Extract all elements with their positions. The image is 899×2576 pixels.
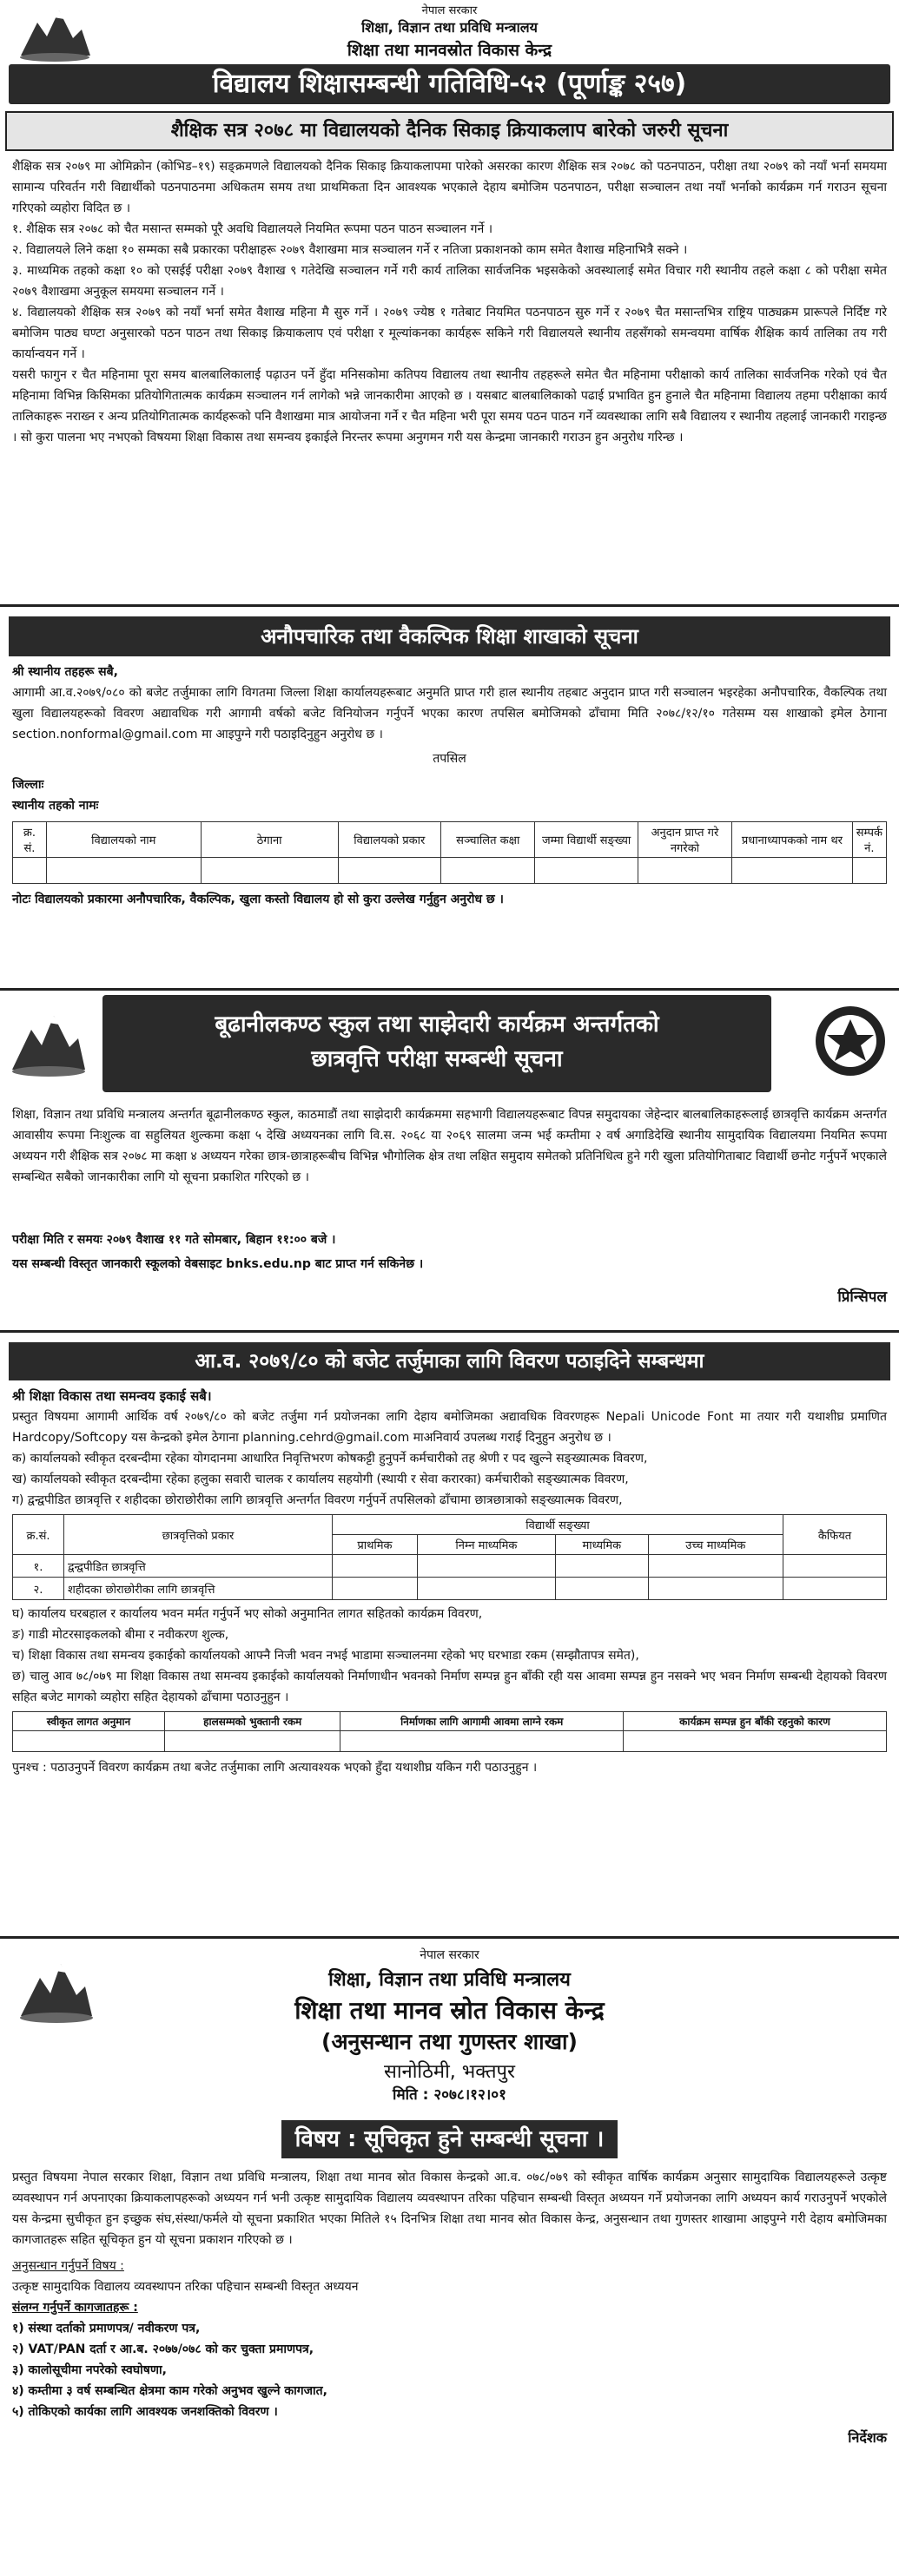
table-row bbox=[13, 858, 887, 884]
location: सानोठिमी, भक्तपुर bbox=[383, 2061, 516, 2083]
notice-1 bbox=[0, 111, 899, 594]
notice-5 bbox=[0, 2120, 899, 2576]
list-item: क) कार्यालयको स्वीकृत दरबन्दीमा रहेका योगदानमा आधारित निवृत्तिभरण कोषकट्टी हुनुपर्ने कर्मचारीको तह श्रेणी र पद खुल्ने सङ्ख्यात्मक विवरण, bbox=[12, 1452, 648, 1466]
table-header: विद्यालयको नाम bbox=[46, 822, 201, 858]
table-header-row bbox=[13, 1712, 887, 1731]
list-item: छ) चालु आव ७८/०७९ मा शिक्षा विकास तथा समन्वय इकाईको कार्यालयको निर्माणाधीन भवनको निर्माण सम्पन्न हुन बाँकी रही यस आवमा सम्पन्न हुन नसक्ने भए भवन निर्माण सम्बन्धी देहायको विवरण सहित बजेट मागको व्यहोरा सहित देहायको ढाँचामा पठाउनुहुन । bbox=[12, 1670, 887, 1704]
notice-4-list-a bbox=[0, 1448, 899, 1511]
center-name: शिक्षा तथा मानवस्रोत विकास केन्द्र bbox=[347, 41, 552, 60]
notice-3 bbox=[0, 995, 899, 1342]
table-header: जम्मा विद्यार्थी सङ्ख्या bbox=[535, 822, 638, 858]
local-body-label: स्थानीय तहको नामः bbox=[12, 799, 99, 813]
list-item: च) शिक्षा विकास तथा समन्वय इकाईको कार्यालयको आफ्नै निजी भवन नभई भाडामा सञ्चालनमा रहेको भए घरभाडा रकम (सम्झौतापत्र समेत), bbox=[12, 1649, 639, 1663]
divider bbox=[0, 604, 899, 607]
table-header: विद्यार्थी सङ्ख्या bbox=[333, 1515, 783, 1535]
research-label: अनुसन्धान गर्नुपर्ने विषय : bbox=[12, 2259, 124, 2273]
list-item: ४) कम्तीमा ३ वर्ष सम्बन्धित क्षेत्रमा काम गरेको अनुभव खुल्ने कागजात, bbox=[12, 2384, 327, 2398]
table-header: सञ्चालित कक्षा bbox=[441, 822, 535, 858]
list-item: ३. माध्यमिक तहको कक्षा १० को एसईई परीक्षा २०७९ वैशाख ९ गतेदेखि सञ्चालन गर्ने गरी कार्य तालिका सार्वजनिक भइसकेको अवस्थालाई समेत विचार गरी स्थानीय तहले कक्षा ८ को परीक्षा समेत २०७९ वैशाखमा अनुकूल समयमा सञ्चालन गर्ने । bbox=[12, 264, 887, 299]
table-header: स्वीकृत लागत अनुमान bbox=[13, 1712, 165, 1731]
notice-4-footnote: पुनश्च : पठाउनुपर्ने विवरण कार्यक्रम तथा बजेट तर्जुमाका लागि अत्यावश्यक भएको हुँदा यथाशीघ्र यकिन गरी पठाउनुहुन । bbox=[12, 1761, 538, 1775]
notice-1-intro: शैक्षिक सत्र २०७९ मा ओमिक्रोन (कोभिड–१९) सङ्क्रमणले विद्यालयको दैनिक सिकाइ क्रियाकलापमा पारेको असरका कारण शैक्षिक सत्र २०७८ को पठनपाठन, परीक्षा तथा २०७९ को नयाँ भर्ना समयमा सामान्य परिवर्तन गरी विद्यार्थीको पठनपाठनमा अधिकतम समय तथा प्राथमिकता दिन आवश्यक भएकाले देहाय बमोजिम पठनपाठन, परीक्षा सञ्चालन तथा नयाँ भर्नाको कार्यक्रम गर्न गराउन सूचना गरिएको व्यहोरा विदित छ । bbox=[12, 160, 887, 215]
district-label: जिल्लाः bbox=[12, 778, 44, 792]
table-subheader: माध्यमिक bbox=[555, 1535, 648, 1555]
table-cell: १. bbox=[13, 1555, 64, 1578]
list-item: ४. विद्यालयको शैक्षिक सत्र २०७९ को नयाँ भर्ना समेत वैशाख महिना मै सुरु गर्ने । २०७९ ज्येष्ठ १ गतेबाट नियमित पठनपाठन सुरु गर्ने र २०७९ चैत मसान्तभित्र राष्ट्रिय पाठ्यक्रम प्रारूपले निर्दिष्ट गरे बमोजिम पाठ्य घण्टा अनुसारको पठन पाठन तथा सिकाइ क्रियाकलाप एवं परीक्षा र मूल्यांकनका कार्यहरू सकिने गरी विद्यालयले स्थानीय तहसँगको समन्वयमा वार्षिक शैक्षिक कार्य तालिका तय गरी कार्यान्वयन गर्ने । bbox=[12, 306, 887, 361]
table-header: हालसम्मको भुक्तानी रकम bbox=[164, 1712, 340, 1731]
notice-1-title: शैक्षिक सत्र २०७८ मा विद्यालयको दैनिक सिकाइ क्रियाकलाप बारेको जरुरी सूचना bbox=[5, 111, 894, 151]
notice-4-addressee: श्री शिक्षा विकास तथा समन्वय इकाई सबै। bbox=[12, 1388, 212, 1404]
docs-label: संलग्न गर्नुपर्ने कागजातहरू : bbox=[12, 2301, 138, 2315]
list-item: २) VAT/PAN दर्ता र आ.ब. २०७७/०७८ को कर चुक्ता प्रमाणपत्र, bbox=[12, 2342, 314, 2356]
notice-1-list bbox=[0, 219, 899, 365]
list-item: १. शैक्षिक सत्र २०७८ को चैत मसान्त सम्मको पूरै अवधि विद्यालयले नियमित रूपमा पठन पाठन सञ्चालन गर्ने । bbox=[12, 222, 493, 236]
list-item: ग) द्वन्द्वपीडित छात्रवृत्ति र शहीदका छोराछोरीका लागि छात्रवृत्ति अन्तर्गत विवरण गर्नुपर्ने तपसिलको ढाँचामा छात्रछात्राको सङ्ख्यात्मक विवरण, bbox=[12, 1493, 623, 1507]
table-cell: द्वन्द्वपीडित छात्रवृत्ति bbox=[64, 1555, 333, 1578]
website-info: यस सम्बन्धी विस्तृत जानकारी स्कूलको वेबसाइट bnks.edu.np बाट प्राप्त गर्न सकिनेछ । bbox=[12, 1257, 424, 1271]
school-table bbox=[12, 821, 887, 884]
docs-list bbox=[0, 2318, 899, 2422]
list-item: १) संस्था दर्ताको प्रमाणपत्र/ नवीकरण पत्र, bbox=[12, 2322, 201, 2336]
gov-name: नेपाल सरकार bbox=[421, 4, 478, 17]
notice-date: मिति : २०७८।१२।०१ bbox=[393, 2086, 506, 2104]
construction-table bbox=[12, 1711, 887, 1752]
gov-name: नेपाल सरकार bbox=[420, 1948, 479, 1962]
notice-4-list-b bbox=[0, 1604, 899, 1708]
table-subheader: प्राथमिक bbox=[333, 1535, 418, 1555]
list-item: ५) तोकिएको कार्यका लागि आवश्यक जनशक्तिको विवरण । bbox=[12, 2405, 278, 2419]
notice-3-body: शिक्षा, विज्ञान तथा प्रविधि मन्त्रालय अन्तर्गत बूढानीलकण्ठ स्कुल, काठमाडौं तथा साझेदारी कार्यक्रममा सहभागी विद्यालयहरूबाट विपन्न समुदायका जेहेन्दार बालबालिकाहरूलाई छात्रवृत्ति कार्यक्रम अन्तर्गत आवासीय रूपमा निःशुल्क वा सहुलियत शुल्कमा कक्षा ५ देखि अध्ययनका लागि वि.स. २०६८ या २०६९ सालमा जन्म भई कम्तीमा २ वर्ष अगाडिदेखि स्थानीय सामुदायिक विद्यालयमा नियमित रूपमा अध्ययन गरी शैक्षिक सत्र २०७८ मा कक्षा ४ अध्ययन गरेका छात्र-छात्राहरूबीच विभिन्न भौगोलिक क्षेत्र तथा लक्षित समुदाय समेतको प्रतिनिधित्व हुने गरी खुला प्रतियोगिताबाट विद्यार्थी छनोट गर्नुपर्ने भएकाले सम्बन्धित सबैको जानकारीका लागि यो सूचना प्रकाशित गरिएको छ । bbox=[12, 1108, 887, 1184]
table-header: कार्यक्रम सम्पन्न हुन बाँकी रहनुको कारण bbox=[623, 1712, 886, 1731]
director-signature: निर्देशक bbox=[848, 2429, 887, 2446]
table-header: अनुदान प्राप्त गरे नगरेको bbox=[638, 822, 731, 858]
center-name: शिक्षा तथा मानव स्रोत विकास केन्द्र bbox=[294, 1996, 605, 2025]
header-top bbox=[0, 0, 899, 104]
exam-date: परीक्षा मिति र समयः २०७९ वैशाख ११ गते सोमबार, बिहान ११:०० बजे । bbox=[12, 1233, 336, 1247]
table-header: विद्यालयको प्रकार bbox=[338, 822, 440, 858]
branch-name: (अनुसन्धान तथा गुणस्तर शाखा) bbox=[321, 2029, 578, 2054]
table-header: क्र.सं. bbox=[13, 1515, 64, 1555]
ministry-name: शिक्षा, विज्ञान तथा प्रविधि मन्त्रालय bbox=[328, 1969, 571, 1991]
table-header: कैफियत bbox=[783, 1515, 887, 1555]
school-seal-icon bbox=[813, 1004, 888, 1078]
list-item: ३) कालोसूचीमा नपरेको स्वघोषणा, bbox=[12, 2363, 167, 2377]
divider bbox=[0, 1936, 899, 1939]
table-header: प्रधानाध्यापकको नाम थर bbox=[732, 822, 853, 858]
list-item: २. विद्यालयले लिने कक्षा १० सम्मका सबै प्रकारका परीक्षाहरू २०७९ वैशाखमा मात्र सञ्चालन गर्ने र नतिजा प्रकाशनको काम समेत वैशाख महिनाभित्रै सक्ने । bbox=[12, 243, 688, 257]
notice-2-note: नोटः विद्यालयको प्रकारमा अनौपचारिक, वैकल्पिक, खुला कस्तो विद्यालय हो सो कुरा उल्लेख गर्नुहुन अनुरोध छ । bbox=[12, 893, 504, 906]
scholarship-table bbox=[12, 1514, 887, 1600]
tapsil-label: तपसिल bbox=[433, 752, 466, 766]
table-header: सम्पर्क नं. bbox=[852, 822, 886, 858]
table-header: क्र. सं. bbox=[13, 822, 47, 858]
subject-wrap bbox=[0, 2120, 899, 2158]
table-row bbox=[13, 1578, 887, 1600]
table-subheader: निम्न माध्यमिक bbox=[417, 1535, 555, 1555]
table-row bbox=[13, 1555, 887, 1578]
research-topic: उत्कृष्ट सामुदायिक विद्यालय व्यवस्थापन तरिका पहिचान सम्बन्धी विस्तृत अध्ययन bbox=[12, 2280, 359, 2294]
notice-3-title-line-2: छात्रवृत्ति परीक्षा सम्बन्धी सूचना bbox=[311, 1046, 563, 1072]
notice-4-title: आ.व. २०७९/८० को बजेट तर्जुमाका लागि विवरण पठाइदिने सम्बन्धमा bbox=[9, 1342, 890, 1380]
notice-2-addressee: श्री स्थानीय तहहरू सबै, bbox=[12, 665, 118, 679]
divider bbox=[0, 988, 899, 991]
list-item: घ) कार्यालय घरबहाल र कार्यालय भवन मर्मत गर्नुपर्ने भए सोको अनुमानित लागत सहितको कार्यक्रम विवरण, bbox=[12, 1607, 483, 1621]
list-item: ङ) गाडी मोटरसाइकलको बीमा र नवीकरण शुल्क, bbox=[12, 1628, 229, 1642]
notice-3-title-box bbox=[102, 995, 771, 1092]
divider bbox=[0, 1330, 899, 1333]
notice-5-subject: विषय : सूचिकृत हुने सम्बन्धी सूचना । bbox=[281, 2120, 618, 2158]
table-header-row bbox=[13, 822, 887, 858]
notice-4-body: प्रस्तुत विषयमा आगामी आर्थिक वर्ष २०७९/८० को बजेट तर्जुमा गर्न प्रयोजनका लागि देहाय बमोजिमका अद्यावधिक विवरणहरू Nepali Unicode Font मा तयार गरी यथाशीघ्र प्रमाणित Hardcopy/Softcopy यस केन्द्रको इमेल ठेगाना planning.cehrd@gmail.com माअनिवार्य उपलब्ध गराई दिनुहुन अनुरोध छ । bbox=[12, 1410, 887, 1445]
notice-2-title: अनौपचारिक तथा वैकल्पिक शिक्षा शाखाको सूचना bbox=[9, 616, 890, 656]
table-cell: शहीदका छोराछोरीका लागि छात्रवृत्ति bbox=[64, 1578, 333, 1600]
nepal-emblem-icon bbox=[5, 1000, 89, 1084]
principal-signature: प्रिन्सिपल bbox=[837, 1288, 887, 1306]
ministry-name: शिक्षा, विज्ञान तथा प्रविधि मन्त्रालय bbox=[361, 19, 538, 36]
header-bottom bbox=[0, 1945, 899, 2110]
list-item: ख) कार्यालयको स्वीकृत दरबन्दीमा रहेका हलुका सवारी चालक र कार्यालय सहयोगी (स्थायी र सेवा करारका) कर्मचारीको सङ्ख्यात्मक विवरण, bbox=[12, 1472, 629, 1486]
table-header-row bbox=[13, 1515, 887, 1535]
table-cell: २. bbox=[13, 1578, 64, 1600]
notice-5-body: प्रस्तुत विषयमा नेपाल सरकार शिक्षा, विज्ञान तथा प्रविधि मन्त्रालय, शिक्षा तथा मानव स्रोत विकास केन्द्रको आ.व. ०७८/०७९ को स्वीकृत वार्षिक कार्यक्रम अनुसार सामुदायिक विद्यालयहरूले उत्कृष्ट व्यवस्थापन गर्न अपनाएका क्रियाकलापहरूको अध्ययन गर्न भनी उत्कृष्ट सामुदायिक विद्यालय व्यवस्थापन तरिका पहिचान सम्बन्धी विस्तृत अध्ययन गर्ने प्रयोजनका लागि अध्ययन कार्य गराउनुपर्ने भएकोले यस केन्द्रमा सुचीकृत हुन इच्छुक संघ,संस्था/फर्मले यो सूचना प्रकाशित भएका मितिले १५ दिनभित्र शिक्षा तथा मानव स्रोत विकास केन्द्र, अनुसन्धान तथा गुणस्तर शाखामा आइपुग्ने गरी देहाय बमोजिमका कागजातहरू सहित सूचिकृत हुन यो सूचना प्रकाशन गरिएको छ । bbox=[12, 2171, 887, 2247]
notice-1-closing: यसरी फागुन र चैत महिनामा पूरा समय बालबालिकालाई पढ़ाउन पर्ने हुँदा मनिसकोमा कतिपय विद्यालय तथा स्थानीय तहहरूले समेत चैत महिनामा परीक्षाको कार्य तालिका सार्वजनिक गरेको एवं चैत महिनामा विभिन्न किसिमका प्रतियोगितात्मक कार्यक्रम सञ्चालन गर्न लागेको भन्ने जानकारीमा आएको छ । यसबाट बालबालिकाको पढाई प्रभावित हुन हुनाले चैत महिनामा विद्यालय तहमा परीक्षाका कार्य तालिकाहरू नराख्न र अन्य प्रतियोगितात्मक कार्यहरूको पनि वैशाखमा मात्र आयोजना गर्ने र चैत महिना भरी पूरा समय पठन पाठन गर्ने व्यवस्थाका लागि सबै विद्यालय र स्थानीय तहलाई जानकारी गराइन्छ । सो कुरा पालना भए नभएको विषयमा शिक्षा विकास तथा समन्वय इकाईले निरन्तर रूपमा अनुगमन गरी यस केन्द्रमा जानकारी गराउन हुन अनुरोध गरिन्छ । bbox=[12, 368, 887, 445]
notice-3-title-line-1: बूढानीलकण्ठ स्कुल तथा साझेदारी कार्यक्रम अन्तर्गतको bbox=[215, 1011, 659, 1038]
notice-4 bbox=[0, 1342, 899, 1941]
table-row bbox=[13, 1731, 887, 1752]
table-subheader: उच्च माध्यमिक bbox=[648, 1535, 783, 1555]
notice-2-body: आगामी आ.व.२०७९/०८० को बजेट तर्जुमाका लागि विगतमा जिल्ला शिक्षा कार्यालयहरूबाट अनुमति प्राप्त गरी हाल स्थानीय तहबाट अनुदान प्राप्त गरी सञ्चालन भइरहेका अनौपचारिक, वैकल्पिक तथा खुला विद्यालयहरूको विवरण अद्यावधिक गरी आगामी वर्षको बजेट विनियोजन गर्नुपर्ने भएका कारण तपसिल बमोजिमको ढाँचामा मिति २०७८/१२/१० गतेसम्म यस शाखाको इमेल ठेगाना section.nonformal@gmail.com मा आइपुग्ने गरी पठाइदिनुहुन अनुरोध छ । bbox=[12, 686, 887, 741]
notice-2 bbox=[0, 616, 899, 990]
table-header: निर्माणका लागि आगामी आवमा लाग्ने रकम bbox=[340, 1712, 624, 1731]
table-header: ठेगाना bbox=[201, 822, 338, 858]
table-header: छात्रवृत्तिको प्रकार bbox=[64, 1515, 333, 1555]
activity-banner: विद्यालय शिक्षासम्बन्धी गतिविधि-५२ (पूर्णाङ्क २५७) bbox=[9, 64, 890, 104]
